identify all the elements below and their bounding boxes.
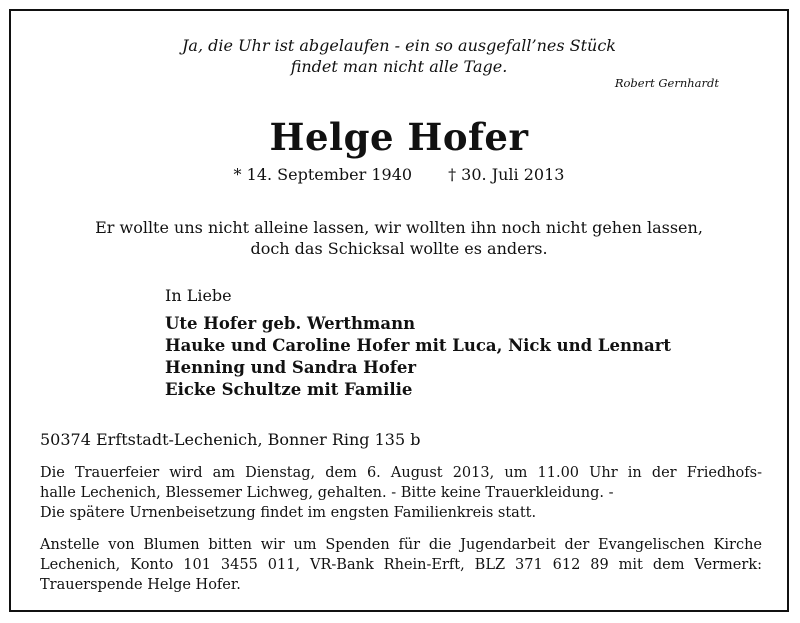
notice-line: halle Lechenich, Blessemer Lichweg, gehalten. - Bitte keine Trauerkleidung. - bbox=[40, 485, 614, 501]
mourners-list bbox=[165, 285, 671, 401]
mourner-name: Ute Hofer geb. Werthmann bbox=[165, 314, 416, 333]
birth-date: * 14. September 1940 bbox=[233, 165, 413, 184]
funeral-notice bbox=[40, 463, 762, 523]
mourner-name: Henning und Sandra Hofer bbox=[165, 358, 417, 377]
opening-quote bbox=[11, 35, 787, 77]
quote-author: Robert Gernhardt bbox=[614, 76, 719, 90]
quote-line: Ja, die Uhr ist abgelaufen - ein so ausgefall’nes Stück bbox=[181, 36, 616, 55]
memorial-verse bbox=[11, 217, 787, 259]
death-date: † 30. Juli 2013 bbox=[448, 165, 565, 184]
notice-line: Lechenich, Konto 101 3455 011, VR-Bank Rhein-Erft, BLZ 371 612 89 mit dem Vermerk: bbox=[40, 557, 762, 573]
obituary-notice bbox=[9, 9, 789, 612]
mourner-name: Hauke und Caroline Hofer mit Luca, Nick und Lennart bbox=[165, 336, 672, 355]
life-dates bbox=[11, 164, 787, 186]
notice-line: Die spätere Urnenbeisetzung findet im engsten Familienkreis statt. bbox=[40, 505, 537, 521]
notice-line: Anstelle von Blumen bitten wir um Spenden für die Jugendarbeit der Evangelischen Kirche bbox=[40, 537, 762, 553]
quote-line: findet man nicht alle Tage. bbox=[290, 57, 508, 76]
donation-notice bbox=[40, 535, 762, 595]
mourners-intro: In Liebe bbox=[165, 286, 232, 305]
notice-line: Trauerspende Helge Hofer. bbox=[40, 577, 241, 593]
mourner-name: Eicke Schultze mit Familie bbox=[165, 380, 413, 399]
deceased-name: Helge Hofer bbox=[269, 115, 529, 159]
verse-line: doch das Schicksal wollte es anders. bbox=[250, 239, 548, 258]
family-address: 50374 Erftstadt-Lechenich, Bonner Ring 135 b bbox=[40, 430, 421, 449]
verse-line: Er wollte uns nicht alleine lassen, wir wollten ihn noch nicht gehen lassen, bbox=[95, 218, 703, 237]
notice-line: Die Trauerfeier wird am Dienstag, dem 6. August 2013, um 11.00 Uhr in der Friedhofs- bbox=[40, 465, 762, 481]
